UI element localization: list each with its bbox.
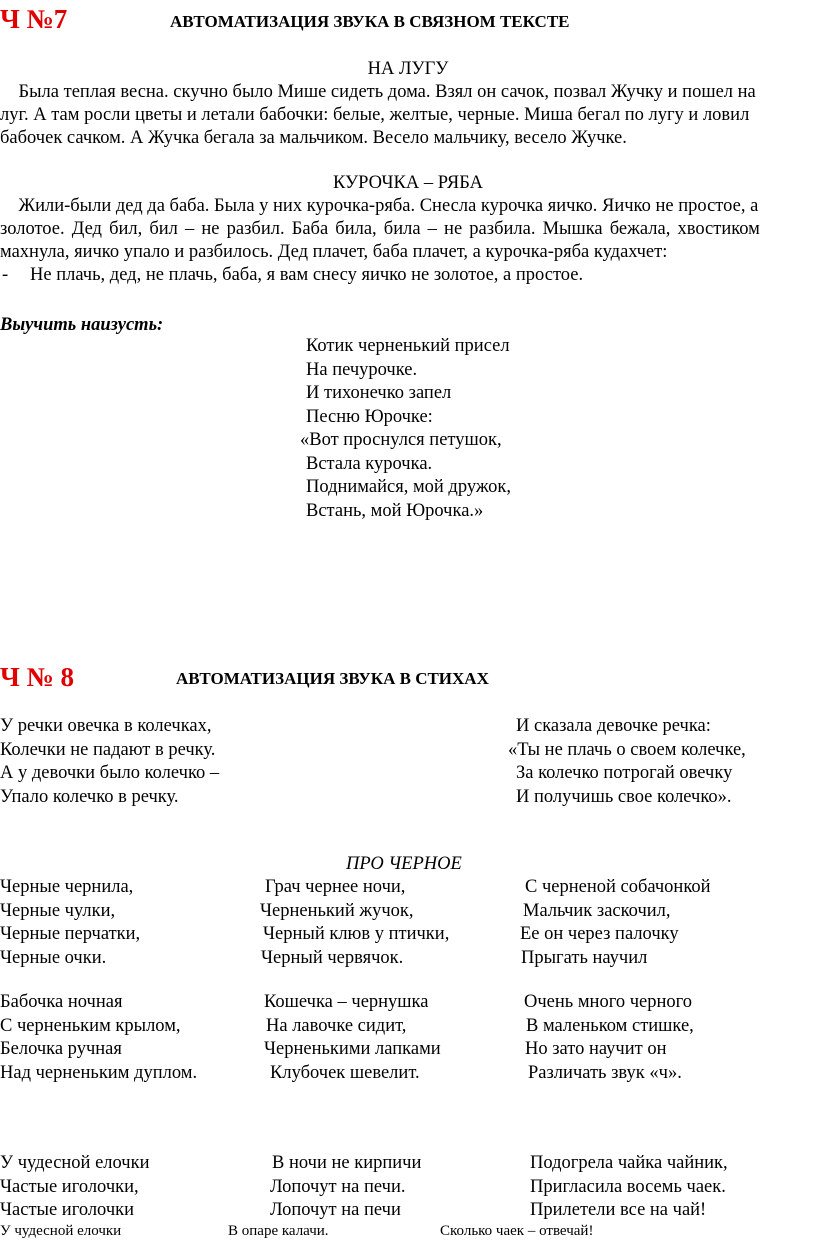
verse-line: И сказала девочке речка: <box>516 716 711 736</box>
verse-line: Частые иголочки, <box>0 1176 139 1197</box>
verse-line: Лопочут на печи. <box>270 1176 406 1197</box>
verse-line: Прилетели все на чай! <box>530 1200 707 1220</box>
story-kurochka-line-3: махнула, яичко упало и разбилось. Дед плачет, баба плачет, а курочка-ряба кудахчет: <box>0 242 668 262</box>
verse-line: У речки овечка в колечках, <box>0 716 212 736</box>
story-na-lugu-line-1: Была теплая весна. скучно было Мише сидеть дома. Взял он сачок, позвал Жучку и пошел на <box>0 82 756 102</box>
section-7-number: Ч №7 <box>0 4 68 34</box>
verse-line: Подогрела чайка чайник, <box>530 1153 728 1173</box>
story-na-lugu-title: НА ЛУГУ <box>367 59 449 79</box>
verse-line: Черные чулки, <box>0 900 116 921</box>
poem-line: Котик черненький присел <box>306 336 510 356</box>
poem-kotik <box>300 335 511 523</box>
verse-line: Ее он через палочку <box>520 924 679 944</box>
block1-col2 <box>260 876 449 970</box>
story-kurochka-line-1: Жили-были дед да баба. Была у них курочка-ряба. Снесла курочка яичко. Яичко не простое, а <box>0 196 759 216</box>
verse-line: А у девочки было колечко – <box>0 763 220 783</box>
poem-line: Встань, мой Юрочка.» <box>306 500 484 521</box>
block1-col1 <box>0 876 140 970</box>
memorize-label: Выучить наизусть: <box>0 315 164 335</box>
story-kurochka-line-2: золотое. Дед бил, бил – не разбил. Баба била, била – не разбила. Мышка бежала, хвостиком <box>0 219 760 239</box>
verse-line: Черненький жучок, <box>260 900 414 921</box>
verse-line: И получишь свое колечко». <box>516 786 732 807</box>
verse-line: Лопочут на печи <box>270 1200 401 1220</box>
block2-col1 <box>0 991 197 1085</box>
block3-col1 <box>0 1152 150 1223</box>
verse-line: Грач чернее ночи, <box>265 877 406 897</box>
story-kurochka-title: КУРОЧКА – РЯБА <box>333 173 483 193</box>
verse-left <box>0 715 219 809</box>
poem-line: Песню Юрочке: <box>306 406 433 427</box>
story-kurochka-line-4: Не плачь, дед, не плачь, баба, я вам снесу яичко не золотое, а простое. <box>30 265 584 285</box>
block1-col3 <box>520 876 711 970</box>
verse-line: Очень много черного <box>524 992 692 1012</box>
verse-line: Мальчик заскочил, <box>523 900 671 921</box>
verse-line: С черненой собачонкой <box>525 877 711 897</box>
last-line-col3: Сколько чаек – отвечай! <box>440 1223 594 1239</box>
last-line-col1: У чудесной елочки <box>0 1223 122 1239</box>
verse-line: Упало колечко в речку. <box>0 786 179 807</box>
verse-line: Кошечка – чернушка <box>264 992 429 1012</box>
verse-line: В ночи не кирпичи <box>272 1153 422 1173</box>
verse-line: Белочка ручная <box>0 1039 122 1059</box>
verse-line: За колечко потрогай овечку <box>516 763 733 783</box>
last-line-col2: В опаре калачи. <box>228 1223 329 1239</box>
verse-line: «Ты не плачь о своем колечке, <box>508 739 746 760</box>
verse-line: Пригласила восемь чаек. <box>530 1176 726 1197</box>
verse-line: С черненьким крылом, <box>0 1015 181 1036</box>
verse-line: Черненькими лапками <box>264 1039 441 1059</box>
verse-line: Прыгать научил <box>521 947 648 968</box>
poem-line: И тихонечко запел <box>306 383 452 403</box>
verse-right <box>508 715 746 809</box>
verse-line: У чудесной елочки <box>0 1153 150 1173</box>
poem-line: Поднимайся, мой дружок, <box>306 477 512 497</box>
block2-col2 <box>264 991 441 1085</box>
verse-line: Бабочка ночная <box>0 992 123 1012</box>
section-8-number: Ч № 8 <box>0 662 74 692</box>
poem-line: На печурочке. <box>306 359 418 380</box>
verse-line: В маленьком стишке, <box>526 1015 694 1036</box>
verse-line: Но зато научит он <box>525 1039 667 1059</box>
verse-line: Различать звук «ч». <box>528 1062 682 1083</box>
story-na-lugu-line-3: бабочек сачком. А Жучка бегала за мальчиком. Весело мальчику, весело Жучке. <box>0 128 627 148</box>
verse-line: Черный червячок. <box>261 947 404 968</box>
verse-line: Частые иголочки <box>0 1200 135 1220</box>
verse-line: Черные перчатки, <box>0 924 141 944</box>
verse-line: Колечки не падают в речку. <box>0 739 216 760</box>
section-7-title: АВТОМАТИЗАЦИЯ ЗВУКА В СВЯЗНОМ ТЕКСТЕ <box>170 12 570 31</box>
section-8-title: АВТОМАТИЗАЦИЯ ЗВУКА В СТИХАХ <box>176 669 489 688</box>
pro-chernoe-title: ПРО ЧЕРНОЕ <box>346 854 462 874</box>
story-kurochka-dash: - <box>2 265 9 285</box>
verse-line: Над черненьким дуплом. <box>0 1062 198 1083</box>
poem-line: «Вот проснулся петушок, <box>300 430 502 450</box>
story-na-lugu-line-2: луг. А там росли цветы и летали бабочки: белые, желтые, черные. Миша бегал по лугу и ловил <box>0 105 750 125</box>
verse-line: Черные очки. <box>0 947 107 968</box>
verse-line: На лавочке сидит, <box>266 1015 407 1036</box>
block3-col2 <box>272 1152 421 1223</box>
block2-col3 <box>524 991 694 1085</box>
verse-line: Черный клюв у птички, <box>263 924 450 944</box>
block3-col3 <box>530 1152 728 1223</box>
verse-line: Черные чернила, <box>0 877 134 897</box>
poem-line: Встала курочка. <box>306 453 433 474</box>
verse-line: Клубочек шевелит. <box>270 1062 420 1083</box>
